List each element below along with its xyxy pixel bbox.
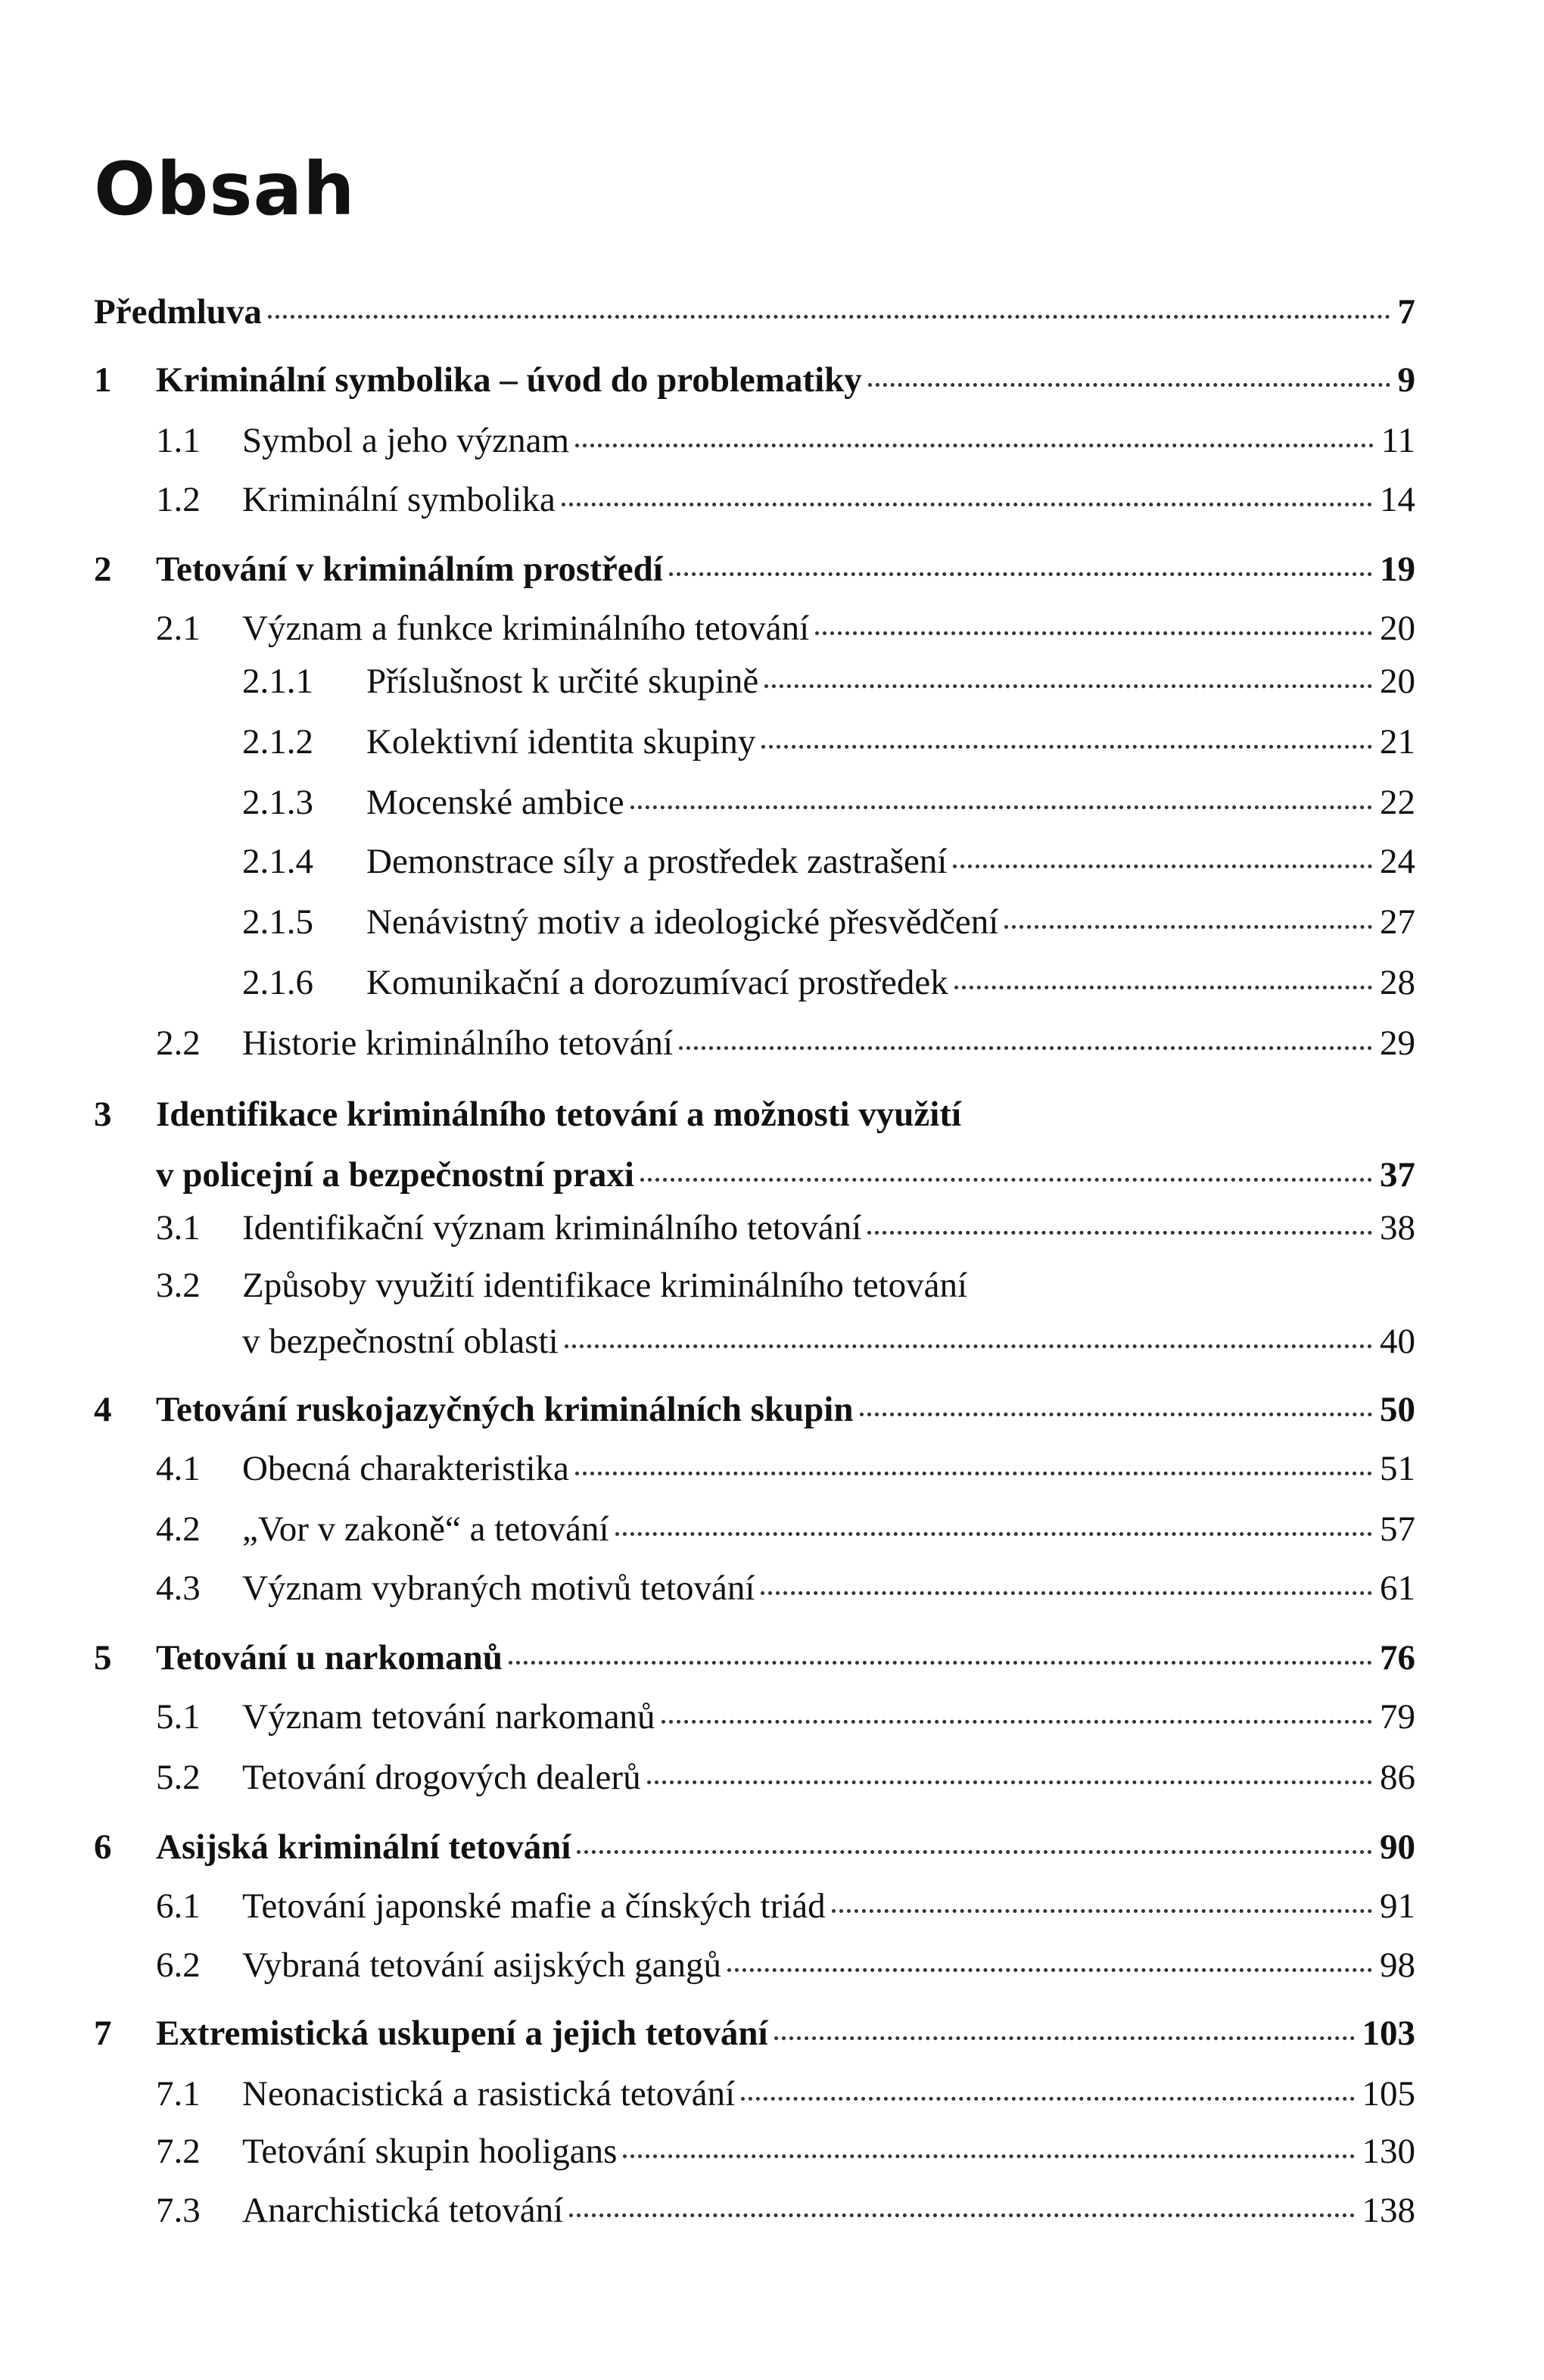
toc-entry-number: 4.3	[156, 1568, 201, 1608]
toc-page-number: 76	[1380, 1638, 1415, 1678]
toc-entry-title: Nenávistný motiv a ideologické přesvědčení	[366, 902, 999, 942]
toc-entry-number: 4.2	[156, 1509, 201, 1549]
toc-page-number: 50	[1380, 1390, 1415, 1429]
toc-entry-line	[156, 2011, 1415, 2056]
toc-entry-line	[242, 1020, 1415, 1066]
toc-section-row[interactable]	[94, 2071, 1415, 2117]
toc-chapter-row[interactable]	[94, 357, 1415, 403]
toc-entry-line	[242, 2129, 1415, 2174]
toc-entry-title: Extremistická uskupení a jejich tetování	[156, 2014, 768, 2053]
toc-entry-title: Tetování skupin hooligans	[242, 2132, 618, 2171]
toc-entry-title: Historie kriminálního tetování	[242, 1023, 674, 1063]
dot-leader	[630, 805, 1372, 809]
dot-leader	[647, 1780, 1372, 1784]
toc-entry-title-continuation: v bezpečnostní oblasti	[242, 1322, 559, 1361]
toc-entry-number: 7.3	[156, 2191, 201, 2230]
toc-entry-title: Význam vybraných motivů tetování	[242, 1568, 755, 1608]
toc-entry-title: Demonstrace síly a prostředek zastrašení	[366, 842, 948, 881]
toc-chapter-row[interactable]	[94, 1824, 1415, 1870]
toc-page-number: 86	[1380, 1758, 1415, 1797]
toc-section-row[interactable]	[94, 899, 1415, 945]
toc-entry-line	[242, 418, 1415, 463]
toc-section-row[interactable]	[94, 606, 1415, 651]
toc-entry-title: „Vor v zakoně“ a tetování	[242, 1509, 609, 1549]
toc-section-row[interactable]	[94, 418, 1415, 463]
toc-page-number: 51	[1380, 1449, 1415, 1488]
toc-chapter-row[interactable]	[94, 1387, 1415, 1432]
toc-entry-line	[242, 1942, 1415, 1988]
toc-entry-number: 2.1.3	[242, 783, 313, 822]
toc-entry-number: 1.2	[156, 480, 201, 519]
toc-entry-title: Asijská kriminální tetování	[156, 1827, 571, 1867]
dot-leader	[575, 1472, 1372, 1475]
toc-entry-number: 5	[94, 1638, 112, 1678]
toc-entry-line	[366, 960, 1415, 1005]
dot-leader	[569, 2213, 1354, 2217]
toc-entry-line	[242, 1446, 1415, 1491]
dot-leader	[815, 631, 1372, 635]
toc-entry-number: 1	[94, 360, 112, 400]
toc-entry-title: Tetování drogových dealerů	[242, 1758, 641, 1797]
toc-entry-number: 2.2	[156, 1023, 201, 1063]
toc-entry-line	[366, 780, 1415, 825]
toc-entry-title: Mocenské ambice	[366, 783, 624, 822]
toc-page-number: 40	[1380, 1322, 1415, 1361]
toc-section-row[interactable]	[94, 1694, 1415, 1740]
toc-page-number: 103	[1362, 2014, 1415, 2053]
toc-entry-line	[242, 606, 1415, 651]
dot-leader	[761, 745, 1372, 749]
toc-page-number: 91	[1380, 1886, 1415, 1926]
toc-entry-title: Význam tetování narkomanů	[242, 1697, 655, 1737]
toc-page-number: 21	[1380, 722, 1415, 762]
dot-leader	[860, 1413, 1372, 1416]
toc-page-number: 98	[1380, 1945, 1415, 1985]
dot-leader	[562, 503, 1372, 506]
toc-entry-title: Příslušnost k určité skupině	[366, 662, 759, 701]
toc-page-number: 61	[1380, 1568, 1415, 1608]
toc-page-number: 79	[1380, 1697, 1415, 1737]
toc-entry-title: Kolektivní identita skupiny	[366, 722, 756, 762]
toc-page-number: 11	[1381, 421, 1415, 460]
toc-chapter-row[interactable]	[94, 2011, 1415, 2056]
toc-section-row[interactable]	[94, 2188, 1415, 2233]
toc-section-row[interactable]	[94, 2129, 1415, 2174]
toc-entry-line	[366, 659, 1415, 704]
toc-page-number: 20	[1380, 662, 1415, 701]
toc-entry-title: Způsoby využití identifikace kriminálního tetování	[242, 1266, 968, 1305]
table-of-contents	[94, 0, 1415, 2380]
dot-leader	[268, 315, 1390, 319]
dot-leader	[623, 2154, 1354, 2158]
dot-leader	[867, 1231, 1372, 1235]
toc-page-number: 29	[1380, 1023, 1415, 1063]
toc-page-number: 130	[1362, 2132, 1415, 2171]
toc-section-row[interactable]	[94, 1205, 1415, 1251]
toc-entry-number: 4	[94, 1390, 112, 1429]
toc-entry-line	[366, 899, 1415, 945]
toc-entry-number: 7	[94, 2014, 112, 2053]
dot-leader	[727, 1968, 1372, 1972]
toc-section-row[interactable]	[94, 477, 1415, 522]
toc-section-row[interactable]	[94, 960, 1415, 1005]
toc-entry-continuation-row[interactable]	[94, 1319, 1415, 1364]
dot-leader	[1004, 925, 1372, 929]
dot-leader	[761, 1591, 1372, 1595]
toc-section-row[interactable]	[94, 1506, 1415, 1552]
toc-entry-continuation-row[interactable]	[94, 1152, 1415, 1198]
dot-leader	[774, 2036, 1355, 2040]
toc-section-row[interactable]	[94, 719, 1415, 765]
toc-entry-number: 2.1.5	[242, 902, 313, 942]
toc-entry-number: 2.1	[156, 609, 201, 648]
toc-entry-line	[366, 719, 1415, 765]
toc-entry-line	[94, 289, 1415, 335]
toc-entry-number: 6	[94, 1827, 112, 1867]
toc-page-number: 38	[1380, 1208, 1415, 1248]
toc-section-row[interactable]	[94, 659, 1415, 704]
toc-entry-line	[242, 1565, 1415, 1611]
toc-entry-line	[366, 839, 1415, 884]
toc-page-number: 28	[1380, 963, 1415, 1002]
toc-page-number: 27	[1380, 902, 1415, 942]
toc-entry-number: 5.2	[156, 1758, 201, 1797]
toc-entry-title: Komunikační a dorozumívací prostředek	[366, 963, 948, 1002]
toc-chapter-row[interactable]	[94, 547, 1415, 592]
dot-leader	[640, 1178, 1372, 1182]
toc-entry-number: 3	[94, 1095, 112, 1134]
toc-entry-number: 2	[94, 550, 112, 589]
toc-entry-line	[242, 2188, 1415, 2233]
dot-leader	[577, 1850, 1372, 1854]
dot-leader	[741, 2097, 1354, 2101]
toc-page-number: 19	[1380, 550, 1415, 589]
dot-leader	[509, 1661, 1372, 1665]
toc-section-row[interactable]	[94, 1755, 1415, 1800]
toc-page-number: 14	[1380, 480, 1415, 519]
toc-section-row[interactable]	[94, 1565, 1415, 1611]
toc-entry-number: 5.1	[156, 1697, 201, 1737]
toc-page-number: 24	[1380, 842, 1415, 881]
dot-leader	[679, 1046, 1372, 1050]
toc-entry-line	[156, 1635, 1415, 1681]
toc-entry-title: Předmluva	[94, 292, 262, 332]
dot-leader	[764, 684, 1372, 688]
dot-leader	[575, 444, 1374, 447]
toc-entry-number: 2.1.4	[242, 842, 313, 881]
toc-entry-number: 2.1.6	[242, 963, 313, 1002]
dot-leader	[661, 1720, 1372, 1724]
toc-entry-number: 6.2	[156, 1945, 201, 1985]
toc-entry-line	[242, 1694, 1415, 1740]
toc-page-number: 22	[1380, 783, 1415, 822]
toc-entry-title: Kriminální symbolika – úvod do problematiky	[156, 360, 862, 400]
toc-page-number: 9	[1397, 360, 1415, 400]
dot-leader	[954, 986, 1372, 989]
toc-entry-title: Anarchistická tetování	[242, 2191, 564, 2230]
toc-entry-number: 3.1	[156, 1208, 201, 1248]
toc-entry-title: Neonacistická a rasistická tetování	[242, 2074, 736, 2114]
toc-chapter-row[interactable]	[94, 1635, 1415, 1681]
toc-entry-number: 2.1.1	[242, 662, 313, 701]
toc-section-row[interactable]	[94, 780, 1415, 825]
toc-entry-title: Identifikace kriminálního tetování a možnosti využití	[156, 1095, 962, 1134]
toc-entry-line	[156, 357, 1415, 403]
dot-leader	[953, 864, 1372, 868]
toc-entry-title: Vybraná tetování asijských gangů	[242, 1945, 722, 1985]
toc-entry-line	[242, 1205, 1415, 1251]
toc-entry-line	[156, 1824, 1415, 1870]
toc-entry-number: 6.1	[156, 1886, 201, 1926]
toc-entry-line	[242, 1883, 1415, 1929]
toc-entry-title: Tetování v kriminálním prostředí	[156, 550, 663, 589]
toc-chapter-row[interactable]	[94, 1092, 1415, 1137]
toc-entry-title: Symbol a jeho význam	[242, 421, 570, 460]
toc-entry-title: Identifikační význam kriminálního tetování	[242, 1208, 862, 1248]
toc-page-number: 37	[1380, 1155, 1415, 1195]
toc-entry-line	[242, 1319, 1415, 1364]
toc-entry-number: 4.1	[156, 1449, 201, 1488]
toc-page-number: 7	[1397, 292, 1415, 332]
toc-entry-title: Tetování japonské mafie a čínských triád	[242, 1886, 826, 1926]
toc-section-row[interactable]	[94, 1263, 1415, 1308]
toc-section-row[interactable]	[94, 1020, 1415, 1066]
toc-entry-line	[242, 477, 1415, 522]
toc-entry-title: Význam a funkce kriminálního tetování	[242, 609, 810, 648]
dot-leader	[868, 383, 1390, 387]
toc-entry-title: Kriminální symbolika	[242, 480, 556, 519]
toc-page-number: 57	[1380, 1509, 1415, 1549]
dot-leader	[669, 572, 1372, 576]
toc-entry-line	[156, 1152, 1415, 1198]
toc-entry-line	[242, 2071, 1415, 2117]
toc-entry-number: 7.2	[156, 2132, 201, 2171]
toc-entry-title: Tetování ruskojazyčných kriminálních skupin	[156, 1390, 854, 1429]
toc-entry-title: Obecná charakteristika	[242, 1449, 569, 1488]
toc-chapter-row[interactable]	[94, 289, 1415, 335]
toc-entry-title-continuation: v policejní a bezpečnostní praxi	[156, 1155, 634, 1195]
dot-leader	[615, 1532, 1372, 1536]
toc-section-row[interactable]	[94, 1883, 1415, 1929]
toc-entry-line	[242, 1755, 1415, 1800]
toc-entry-number: 2.1.2	[242, 722, 313, 762]
toc-entry-title: Tetování u narkomanů	[156, 1638, 503, 1678]
toc-section-row[interactable]	[94, 1446, 1415, 1491]
toc-section-row[interactable]	[94, 1942, 1415, 1988]
toc-entry-line	[156, 547, 1415, 592]
toc-entry-line	[242, 1506, 1415, 1552]
toc-entry-line	[156, 1387, 1415, 1432]
page-title: Obsah	[94, 147, 356, 232]
dot-leader	[565, 1344, 1372, 1348]
toc-entry-number: 1.1	[156, 421, 201, 460]
toc-page-number: 20	[1380, 609, 1415, 648]
dot-leader	[832, 1909, 1372, 1913]
toc-entry-number: 3.2	[156, 1266, 201, 1305]
toc-section-row[interactable]	[94, 839, 1415, 884]
toc-page-number: 138	[1362, 2191, 1415, 2230]
toc-entry-number: 7.1	[156, 2074, 201, 2114]
toc-page-number: 105	[1362, 2074, 1415, 2114]
toc-page-number: 90	[1380, 1827, 1415, 1867]
